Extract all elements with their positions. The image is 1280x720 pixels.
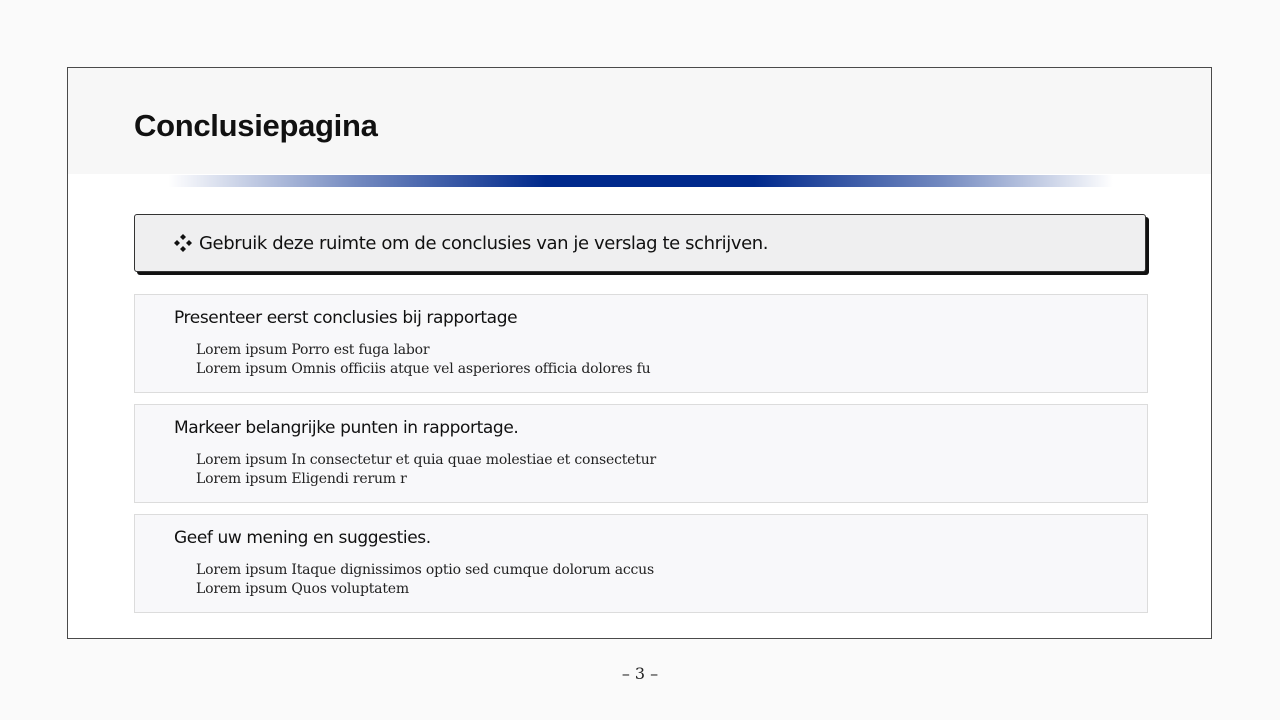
section-body xyxy=(196,561,654,599)
section-markeer xyxy=(134,404,1148,503)
intro-callout xyxy=(134,214,1146,272)
section-line: Lorem ipsum Eligendi rerum r xyxy=(196,471,407,487)
title-underline-bar xyxy=(168,175,1113,187)
section-heading: Geef uw mening en suggesties. xyxy=(174,528,431,548)
page-number: – 3 – xyxy=(621,664,659,683)
section-presenteer xyxy=(134,294,1148,393)
section-line: Lorem ipsum Omnis officiis atque vel asperiores officia dolores fu xyxy=(196,361,651,377)
section-line: Lorem ipsum Porro est fuga labor xyxy=(196,342,430,358)
four-diamonds-icon xyxy=(173,233,193,253)
section-body xyxy=(196,451,656,489)
page-title: Conclusiepagina xyxy=(134,108,378,143)
section-heading: Markeer belangrijke punten in rapportage. xyxy=(174,418,519,438)
section-body xyxy=(196,341,650,379)
section-heading: Presenteer eerst conclusies bij rapportage xyxy=(174,308,518,328)
section-line: Lorem ipsum In consectetur et quia quae molestiae et consectetur xyxy=(196,452,657,468)
document-page xyxy=(67,67,1212,639)
section-line: Lorem ipsum Quos voluptatem xyxy=(196,581,409,597)
intro-text: Gebruik deze ruimte om de conclusies van je verslag te schrijven. xyxy=(199,232,769,254)
section-mening xyxy=(134,514,1148,613)
section-line: Lorem ipsum Itaque dignissimos optio sed cumque dolorum accus xyxy=(196,562,654,578)
